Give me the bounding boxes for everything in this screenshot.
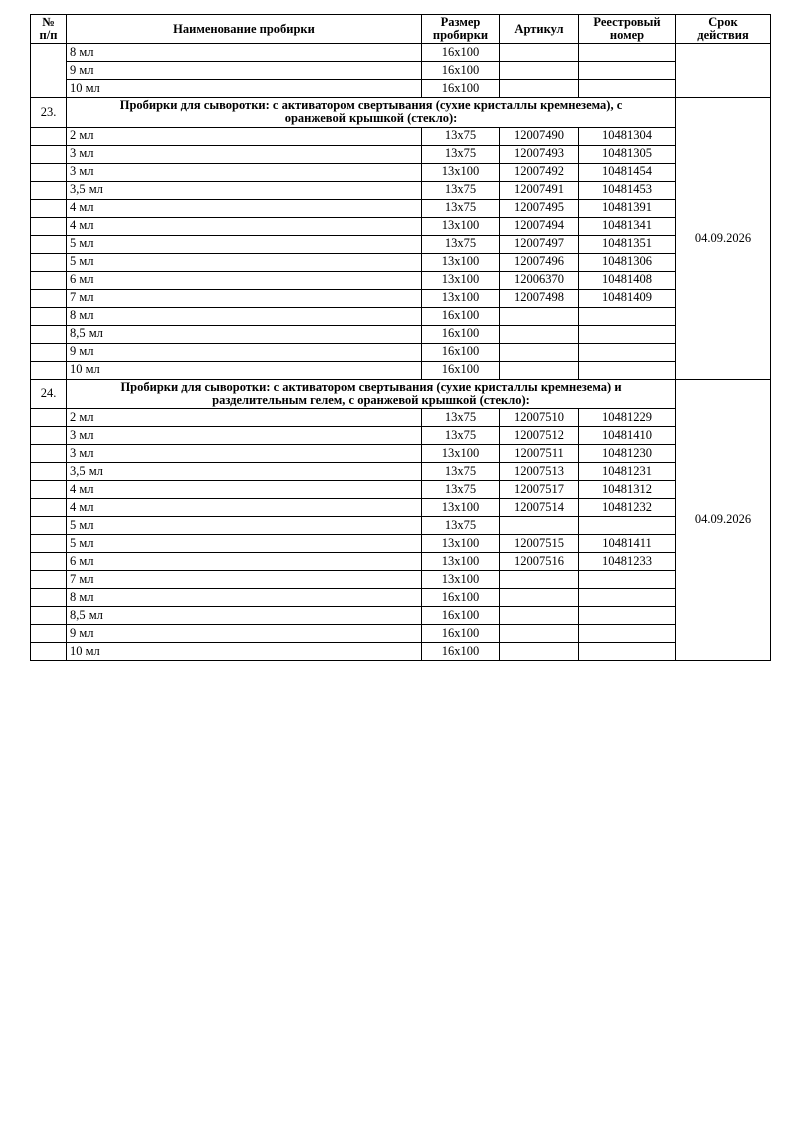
cell-tube-size: 13x75: [422, 462, 500, 480]
cell-tube-name: 7 мл: [67, 570, 422, 588]
section-number: [31, 44, 67, 98]
column-header-term-line1: Срок: [708, 15, 738, 29]
row-number-cell: [31, 361, 67, 379]
section-term-date: 04.09.2026: [676, 379, 771, 660]
cell-tube-size: 13x100: [422, 271, 500, 289]
table-row: [31, 289, 771, 307]
cell-registry-number: 10481391: [579, 199, 676, 217]
table-row: [31, 163, 771, 181]
section-number: 23.: [31, 98, 67, 127]
cell-tube-name: 4 мл: [67, 480, 422, 498]
cell-registry-number: [579, 606, 676, 624]
cell-registry-number: 10481411: [579, 534, 676, 552]
cell-article: [500, 588, 579, 606]
cell-tube-size: 13x75: [422, 127, 500, 145]
cell-article: [500, 44, 579, 62]
cell-tube-size: 13x75: [422, 235, 500, 253]
cell-registry-number: 10481306: [579, 253, 676, 271]
cell-article: 12007517: [500, 480, 579, 498]
cell-article: 12006370: [500, 271, 579, 289]
table-row: [31, 271, 771, 289]
cell-tube-size: 16x100: [422, 62, 500, 80]
cell-tube-name: 8 мл: [67, 44, 422, 62]
column-header-number-line1: №: [42, 15, 55, 29]
cell-registry-number: 10481453: [579, 181, 676, 199]
cell-tube-size: 16x100: [422, 325, 500, 343]
table-row: [31, 552, 771, 570]
table-row: [31, 462, 771, 480]
cell-tube-name: 8 мл: [67, 307, 422, 325]
row-number-cell: [31, 516, 67, 534]
table-row: [31, 480, 771, 498]
section-term-date: 04.09.2026: [676, 98, 771, 379]
column-header-size-line2: пробирки: [432, 28, 489, 43]
section-title: [67, 98, 676, 127]
table-row: [31, 534, 771, 552]
cell-tube-size: 13x100: [422, 534, 500, 552]
row-number-cell: [31, 271, 67, 289]
row-number-cell: [31, 343, 67, 361]
table-row: [31, 44, 771, 62]
cell-tube-name: 4 мл: [67, 498, 422, 516]
cell-registry-number: 10481304: [579, 127, 676, 145]
row-number-cell: [31, 181, 67, 199]
cell-registry-number: 10481230: [579, 444, 676, 462]
table-row: [31, 361, 771, 379]
column-header-registry: [579, 15, 676, 44]
cell-tube-size: 16x100: [422, 343, 500, 361]
cell-registry-number: 10481454: [579, 163, 676, 181]
cell-registry-number: 10481341: [579, 217, 676, 235]
row-number-cell: [31, 408, 67, 426]
column-header-name: Наименование пробирки: [67, 15, 422, 44]
section-title: [67, 379, 676, 408]
section-term-date: [676, 44, 771, 98]
cell-registry-number: 10481233: [579, 552, 676, 570]
row-number-cell: [31, 570, 67, 588]
table-row: [31, 408, 771, 426]
cell-tube-size: 16x100: [422, 606, 500, 624]
cell-article: 12007515: [500, 534, 579, 552]
cell-tube-size: 13x75: [422, 480, 500, 498]
cell-registry-number: 10481408: [579, 271, 676, 289]
row-number-cell: [31, 534, 67, 552]
row-number-cell: [31, 163, 67, 181]
cell-article: [500, 606, 579, 624]
cell-tube-name: 5 мл: [67, 516, 422, 534]
tube-catalog-table: [30, 14, 771, 661]
cell-registry-number: 10481229: [579, 408, 676, 426]
cell-tube-name: 2 мл: [67, 408, 422, 426]
table-group-row: [31, 98, 771, 127]
table-group-row: [31, 379, 771, 408]
column-header-size: [422, 15, 500, 44]
table-row: [31, 325, 771, 343]
section-title-line: разделительным гелем, с оранжевой крышкой (стекло):: [212, 392, 530, 407]
cell-tube-name: 3 мл: [67, 145, 422, 163]
cell-article: 12007492: [500, 163, 579, 181]
cell-tube-name: 6 мл: [67, 271, 422, 289]
cell-tube-size: 16x100: [422, 624, 500, 642]
row-number-cell: [31, 606, 67, 624]
table-row: [31, 570, 771, 588]
cell-tube-name: 5 мл: [67, 534, 422, 552]
row-number-cell: [31, 253, 67, 271]
cell-tube-name: 2 мл: [67, 127, 422, 145]
cell-tube-name: 5 мл: [67, 253, 422, 271]
section-title-line: Пробирки для сыворотки: с активатором свертывания (сухие кристаллы кремнезема), с: [119, 98, 623, 113]
cell-tube-name: 3 мл: [67, 163, 422, 181]
table-body: [31, 44, 771, 661]
cell-tube-name: 4 мл: [67, 217, 422, 235]
row-number-cell: [31, 325, 67, 343]
cell-tube-size: 13x75: [422, 199, 500, 217]
cell-article: [500, 642, 579, 660]
cell-registry-number: [579, 624, 676, 642]
row-number-cell: [31, 217, 67, 235]
row-number-cell: [31, 552, 67, 570]
table-row: [31, 307, 771, 325]
row-number-cell: [31, 588, 67, 606]
table-row: [31, 253, 771, 271]
cell-article: [500, 307, 579, 325]
row-number-cell: [31, 235, 67, 253]
table-row: [31, 426, 771, 444]
cell-tube-size: 13x100: [422, 289, 500, 307]
cell-registry-number: [579, 588, 676, 606]
row-number-cell: [31, 199, 67, 217]
cell-registry-number: 10481410: [579, 426, 676, 444]
cell-tube-size: 13x75: [422, 426, 500, 444]
table-row: [31, 181, 771, 199]
cell-tube-name: 10 мл: [67, 361, 422, 379]
cell-registry-number: [579, 80, 676, 98]
cell-article: 12007497: [500, 235, 579, 253]
cell-tube-name: 3,5 мл: [67, 462, 422, 480]
cell-article: 12007516: [500, 552, 579, 570]
cell-registry-number: [579, 44, 676, 62]
row-number-cell: [31, 624, 67, 642]
cell-article: 12007495: [500, 199, 579, 217]
cell-tube-size: 13x100: [422, 570, 500, 588]
row-number-cell: [31, 480, 67, 498]
cell-tube-name: 3 мл: [67, 444, 422, 462]
row-number-cell: [31, 462, 67, 480]
column-header-term-line2: действия: [697, 28, 749, 43]
cell-tube-name: 3 мл: [67, 426, 422, 444]
cell-article: [500, 62, 579, 80]
cell-article: 12007512: [500, 426, 579, 444]
cell-registry-number: [579, 307, 676, 325]
cell-tube-size: 16x100: [422, 642, 500, 660]
cell-tube-name: 8,5 мл: [67, 606, 422, 624]
cell-tube-size: 13x100: [422, 444, 500, 462]
table-row: [31, 145, 771, 163]
cell-tube-name: 8 мл: [67, 588, 422, 606]
cell-article: 12007496: [500, 253, 579, 271]
cell-article: 12007514: [500, 498, 579, 516]
cell-tube-size: 16x100: [422, 588, 500, 606]
row-number-cell: [31, 444, 67, 462]
row-number-cell: [31, 127, 67, 145]
table-row: [31, 235, 771, 253]
table-row: [31, 80, 771, 98]
cell-registry-number: [579, 361, 676, 379]
column-header-registry-line2: номер: [609, 28, 645, 43]
cell-tube-name: 5 мл: [67, 235, 422, 253]
cell-tube-size: 16x100: [422, 44, 500, 62]
cell-registry-number: [579, 642, 676, 660]
cell-registry-number: 10481232: [579, 498, 676, 516]
cell-tube-name: 7 мл: [67, 289, 422, 307]
table-row: [31, 343, 771, 361]
cell-article: [500, 343, 579, 361]
cell-registry-number: [579, 343, 676, 361]
row-number-cell: [31, 289, 67, 307]
cell-tube-name: 9 мл: [67, 62, 422, 80]
column-header-number-line2: п/п: [39, 28, 58, 43]
cell-tube-name: 8,5 мл: [67, 325, 422, 343]
cell-registry-number: [579, 62, 676, 80]
column-header-number: [31, 15, 67, 44]
cell-article: [500, 516, 579, 534]
cell-tube-size: 13x75: [422, 408, 500, 426]
cell-tube-size: 13x75: [422, 145, 500, 163]
cell-tube-size: 16x100: [422, 307, 500, 325]
row-number-cell: [31, 642, 67, 660]
cell-article: 12007493: [500, 145, 579, 163]
cell-article: 12007490: [500, 127, 579, 145]
column-header-size-line1: Размер: [440, 15, 481, 29]
cell-tube-name: 10 мл: [67, 80, 422, 98]
cell-registry-number: 10481351: [579, 235, 676, 253]
cell-tube-name: 9 мл: [67, 624, 422, 642]
cell-registry-number: 10481409: [579, 289, 676, 307]
row-number-cell: [31, 498, 67, 516]
table-row: [31, 127, 771, 145]
row-number-cell: [31, 307, 67, 325]
cell-article: [500, 361, 579, 379]
cell-article: 12007510: [500, 408, 579, 426]
table-row: [31, 516, 771, 534]
cell-tube-size: 16x100: [422, 361, 500, 379]
cell-article: 12007511: [500, 444, 579, 462]
table-row: [31, 199, 771, 217]
table-row: [31, 62, 771, 80]
table-header-row: [31, 15, 771, 44]
table-row: [31, 642, 771, 660]
cell-tube-size: 13x100: [422, 163, 500, 181]
cell-registry-number: 10481305: [579, 145, 676, 163]
column-header-registry-line1: Реестровый: [593, 15, 661, 29]
cell-article: 12007513: [500, 462, 579, 480]
cell-tube-name: 3,5 мл: [67, 181, 422, 199]
column-header-term: [676, 15, 771, 44]
cell-article: [500, 570, 579, 588]
cell-article: 12007491: [500, 181, 579, 199]
cell-article: [500, 325, 579, 343]
table-row: [31, 444, 771, 462]
cell-article: [500, 80, 579, 98]
table-header: [31, 15, 771, 44]
section-title-line: Пробирки для сыворотки: с активатором свертывания (сухие кристаллы кремнезема) и: [120, 379, 622, 394]
cell-article: 12007498: [500, 289, 579, 307]
section-number: 24.: [31, 379, 67, 408]
cell-tube-size: 13x100: [422, 217, 500, 235]
cell-tube-size: 16x100: [422, 80, 500, 98]
table-row: [31, 498, 771, 516]
cell-tube-size: 13x100: [422, 253, 500, 271]
column-header-article: Артикул: [500, 15, 579, 44]
table-row: [31, 624, 771, 642]
table-row: [31, 606, 771, 624]
table-row: [31, 217, 771, 235]
cell-tube-size: 13x100: [422, 498, 500, 516]
cell-registry-number: [579, 570, 676, 588]
cell-tube-size: 13x75: [422, 516, 500, 534]
cell-registry-number: [579, 516, 676, 534]
row-number-cell: [31, 426, 67, 444]
cell-tube-name: 10 мл: [67, 642, 422, 660]
cell-tube-size: 13x75: [422, 181, 500, 199]
cell-tube-size: 13x100: [422, 552, 500, 570]
cell-tube-name: 9 мл: [67, 343, 422, 361]
cell-tube-name: 6 мл: [67, 552, 422, 570]
cell-tube-name: 4 мл: [67, 199, 422, 217]
cell-registry-number: 10481231: [579, 462, 676, 480]
cell-article: 12007494: [500, 217, 579, 235]
table-row: [31, 588, 771, 606]
cell-article: [500, 624, 579, 642]
cell-registry-number: [579, 325, 676, 343]
cell-registry-number: 10481312: [579, 480, 676, 498]
row-number-cell: [31, 145, 67, 163]
section-title-line: оранжевой крышкой (стекло):: [284, 111, 458, 126]
